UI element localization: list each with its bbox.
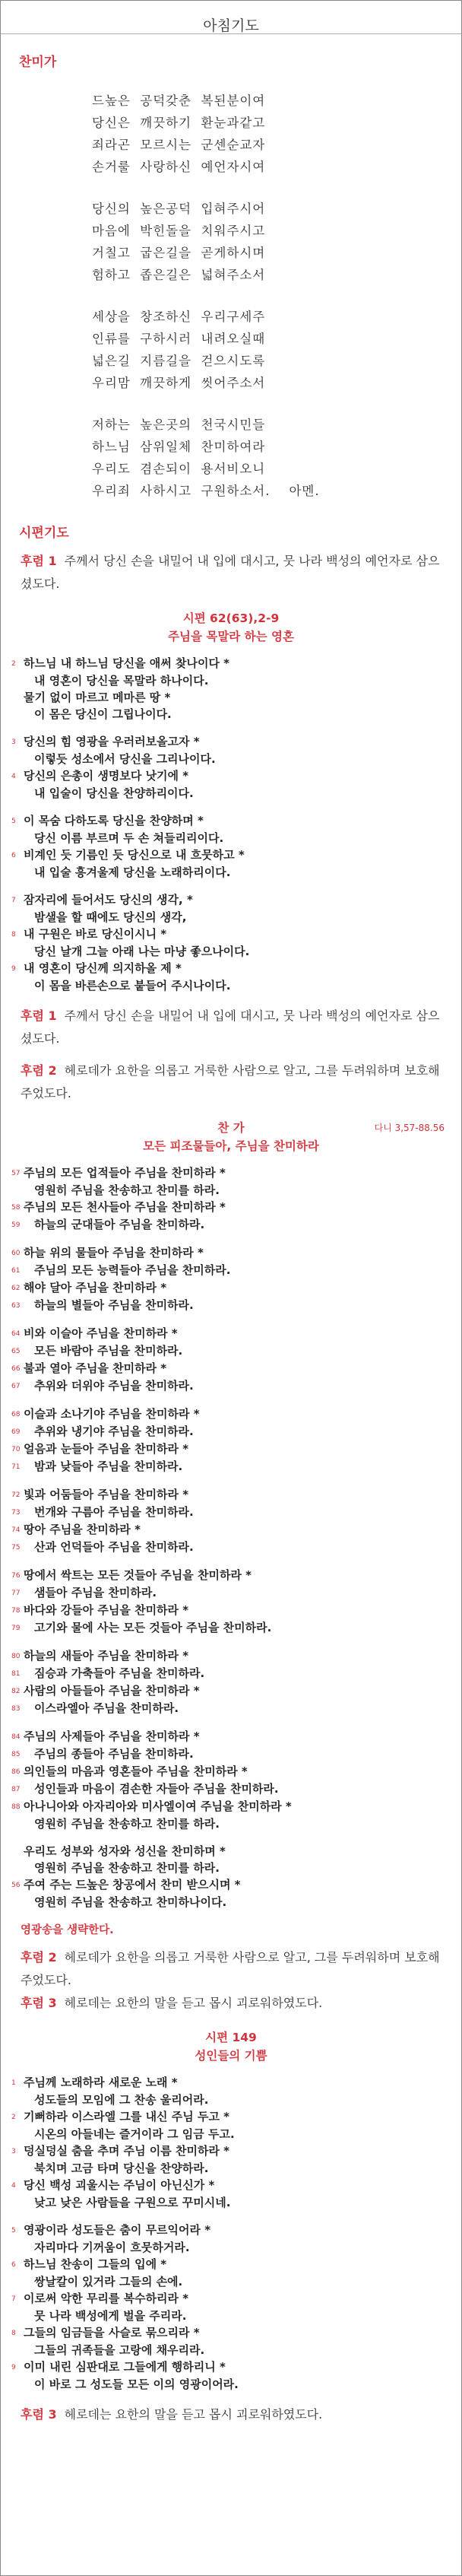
- verse-number: 84: [11, 1733, 21, 1741]
- verse-number: 75: [11, 1544, 21, 1552]
- hymn-line: 우리맘 깨끗하게 씻어주소서: [92, 376, 266, 390]
- verse-text: 당신 백성 괴울시는 주님이 아닌신가 *: [24, 2178, 215, 2192]
- verse-text: 번개와 구름아 주님을 찬미하라.: [34, 1505, 194, 1519]
- verse-number: 6: [11, 852, 16, 859]
- verse-text: 하늘의 새들아 주님을 찬미하라 *: [24, 1649, 189, 1663]
- verse-line: [11, 785, 443, 802]
- verse-line: [11, 943, 443, 960]
- canticle-label: 찬 가: [217, 1121, 245, 1135]
- canticle-ref: 다니 3,57-88.56: [374, 1123, 445, 1133]
- verse-line: [11, 1745, 443, 1763]
- verse-line: [11, 830, 443, 846]
- antiphon-text: 헤로데가 요한을 의롭고 거룩한 사람으로 알고, 그를 두려워하며 보호해 주었도다.: [21, 1950, 440, 1987]
- verse-number: 62: [11, 1285, 21, 1292]
- verse-line: [11, 1342, 443, 1360]
- hymn-stanza: [92, 90, 461, 178]
- verse-number: 69: [11, 1428, 21, 1436]
- verse-text: 비계인 듯 기름인 듯 당신으로 내 흐뭇하고 *: [24, 848, 245, 862]
- verse-text: 주님의 모든 천사들아 주님을 찬미하라 *: [24, 1200, 226, 1214]
- psalm-62-body: [11, 655, 443, 994]
- verse-text: 영광이라 성도들은 춤이 무르익어라 *: [24, 2223, 211, 2237]
- verse-line: [11, 1458, 443, 1475]
- verse-group: [11, 1843, 443, 1911]
- verse-number: 88: [11, 1803, 21, 1811]
- verse-line: [11, 2222, 443, 2239]
- verse-line: [11, 1584, 443, 1602]
- verse-text: 추위와 냉기야 주님을 찬미하라.: [34, 1425, 194, 1438]
- verse-number: 2: [11, 660, 16, 668]
- verse-text: 당신 이름 부르며 두 손 쳐들리리이다.: [34, 831, 224, 845]
- verse-group: [11, 1647, 443, 1717]
- rubric-note: 영광송을 생략한다.: [21, 1924, 114, 1936]
- hymn-line: 우리도 겸손되이 용서비오니: [92, 462, 266, 476]
- hymn-section-title: 찬미가: [19, 55, 57, 70]
- verse-text: 이미 내린 심판대로 그들에게 행하리니 *: [24, 2360, 226, 2374]
- psalm-149-ref: 시편 149: [205, 2031, 257, 2044]
- hymn-line: 하느님 삼위일체 찬미하여라: [92, 440, 266, 454]
- verse-line: [11, 2074, 443, 2092]
- verse-group: [11, 1406, 443, 1475]
- verse-line: [11, 1780, 443, 1798]
- antiphon-2-repeat: [21, 1946, 441, 1992]
- verse-line: [11, 1700, 443, 1717]
- verse-text: 당신 날개 그늘 아래 나는 마냥 좋으나이다.: [34, 945, 250, 958]
- verse-number: 60: [11, 1250, 21, 1257]
- verse-text: 아나니아와 아자리아와 미사엘이여 주님을 찬미하라 *: [24, 1799, 292, 1813]
- verse-number: [11, 2239, 24, 2256]
- psalm-149-title: 성인들의 기쁨: [195, 2049, 267, 2063]
- hymn-stanza: [92, 414, 461, 502]
- verse-number: [11, 909, 24, 926]
- verse-text: 내 영혼이 당신께 의지하올 제 *: [24, 961, 182, 975]
- verse-number: 71: [11, 1463, 21, 1471]
- verse-line: [11, 2194, 443, 2211]
- verse-number: 61: [11, 1267, 21, 1275]
- verse-line: [11, 2177, 443, 2194]
- hymn-line: 드높은 공덕갖춘 복된분이여: [92, 94, 266, 108]
- verse-text: 영원히 주님을 찬송하고 찬미를 하라.: [34, 1183, 220, 1197]
- verse-text: 우리도 성부와 성자와 성신을 찬미하며 *: [24, 1844, 226, 1858]
- verse-text: 해야 달아 주님을 찬미하라 *: [24, 1281, 167, 1294]
- verse-line: [11, 1647, 443, 1665]
- hymn-stanza: [92, 306, 461, 394]
- verse-text: 덩실덩실 춤을 추며 주님 이름 찬미하라 *: [24, 2144, 230, 2158]
- verse-text: 주여 주는 드높은 창공에서 찬미 받으시며 *: [24, 1878, 241, 1892]
- verse-text: 불과 열아 주님을 찬미하라 *: [24, 1361, 167, 1375]
- verse-text: 산과 언덕들아 주님을 찬미하라.: [34, 1540, 194, 1554]
- verse-group: [11, 812, 443, 881]
- verse-line: [11, 1199, 443, 1216]
- psalm-62-ref: 시편 62(63),2-9: [182, 611, 280, 625]
- verse-number: [11, 2273, 24, 2290]
- antiphon-text: 헤로데는 요한의 말을 듣고 몹시 괴로워하였도다.: [64, 2407, 323, 2422]
- verse-text: 내 입술 흥겨울제 당신을 노래하리이다.: [34, 866, 231, 879]
- verse-group: [11, 1486, 443, 1556]
- verse-text: 추위와 더위야 주님을 찬미하라.: [34, 1379, 194, 1393]
- verse-text: 땅아 주님을 찬미하라 *: [24, 1523, 141, 1536]
- verse-group: [11, 2222, 443, 2393]
- hymn-text: [92, 90, 461, 502]
- verse-line: [11, 2256, 443, 2273]
- verse-number: [11, 1894, 24, 1911]
- verse-number: 73: [11, 1509, 21, 1517]
- antiphon-1: [21, 550, 441, 596]
- verse-text: 북치며 고금 타며 당신을 찬양하라.: [34, 2161, 209, 2175]
- verse-line: [11, 2376, 443, 2393]
- hymn-line: 험하고 좁은길은 넓혀주소서: [92, 268, 266, 282]
- verse-group: [11, 1325, 443, 1395]
- verse-number: 5: [11, 2227, 16, 2235]
- verse-number: 81: [11, 1670, 21, 1678]
- verse-text: 밤과 낮들아 주님을 찬미하라.: [34, 1460, 183, 1473]
- verse-line: [11, 909, 443, 926]
- hymn-line: 거칠고 굽은길을 곧게하시며: [92, 246, 266, 260]
- verse-text: 낮고 낮은 사람들을 구원으로 꾸미시네.: [34, 2196, 231, 2209]
- antiphon-text: 주께서 당신 손을 내밀어 내 입에 대시고, 뭇 나라 백성의 예언자로 삼으셨도다.: [21, 1008, 440, 1046]
- verse-text: 이 몸은 당신이 그립나이다.: [34, 707, 172, 721]
- verse-text: 샘들아 주님을 찬미하라.: [34, 1586, 157, 1599]
- verse-number: 86: [11, 1768, 21, 1776]
- verse-line: [11, 977, 443, 994]
- verse-number: 2: [11, 2114, 16, 2121]
- verse-text: 성인들과 마음이 겸손한 자들아 주님을 찬미하라.: [34, 1782, 279, 1796]
- verse-text: 바다와 강들아 주님을 찬미하라 *: [24, 1603, 189, 1617]
- verse-text: 시온의 아들네는 즐거이라 그 임금 두고.: [34, 2127, 235, 2141]
- verse-number: [11, 943, 24, 960]
- verse-line: [11, 846, 443, 864]
- verse-text: 하느님 내 하느님 당신을 애써 찾나이다 *: [24, 656, 230, 670]
- verse-text: 밤샐을 할 때에도 당신의 생각,: [34, 910, 187, 924]
- verse-line: [11, 1602, 443, 1619]
- verse-text: 주님께 노래하라 새로운 노래 *: [24, 2076, 178, 2089]
- verse-text: 사람의 아들들아 주님을 찬미하라 *: [24, 1684, 200, 1698]
- verse-line: [11, 1182, 443, 1199]
- verse-line: [11, 1894, 443, 1911]
- verse-line: [11, 1682, 443, 1700]
- verse-text: 주님의 모든 업적들아 주님을 찬미하라 *: [24, 1166, 226, 1180]
- verse-group: [11, 2074, 443, 2211]
- verse-text: 내 구원은 바로 당신이시니 *: [24, 927, 167, 941]
- hymn-line: 우리죄 사하시고 구원하소서. 아멘.: [92, 484, 320, 498]
- verse-text: 자리마다 기꺼움이 흐뭇하거라.: [34, 2241, 190, 2254]
- verse-group: [11, 655, 443, 723]
- verse-number: 7: [11, 897, 16, 904]
- verse-line: [11, 2358, 443, 2376]
- verse-number: 4: [11, 773, 16, 780]
- verse-text: 그들의 임금들을 사슬로 묶으리라 *: [24, 2326, 200, 2339]
- verse-number: 63: [11, 1302, 21, 1310]
- verse-number: 72: [11, 1491, 21, 1499]
- verse-line: [11, 1406, 443, 1423]
- verse-number: [11, 830, 24, 846]
- antiphon-label: 후렴 2: [21, 1950, 57, 1965]
- verse-line: [11, 1244, 443, 1262]
- verse-group: [11, 1567, 443, 1637]
- antiphon-1-repeat: [21, 1005, 441, 1050]
- verse-line: [11, 1504, 443, 1521]
- verse-line: [11, 1798, 443, 1815]
- verse-number: 67: [11, 1383, 21, 1390]
- verse-line: [11, 2092, 443, 2108]
- verse-text: 이로써 악한 무리를 복수하리라 *: [24, 2292, 189, 2305]
- verse-number: 87: [11, 1786, 21, 1793]
- antiphon-label: 후렴 3: [21, 2407, 57, 2422]
- verse-text: 땅에서 싹트는 모든 것들아 주님을 찬미하라 *: [24, 1568, 252, 1582]
- verse-text: 의인들의 마음과 영혼들아 주님을 찬미하라 *: [24, 1764, 248, 1778]
- antiphon-3-repeat: [21, 2403, 441, 2426]
- verse-number: [11, 2160, 24, 2177]
- verse-number: 4: [11, 2182, 16, 2190]
- hymn-line: 넓은길 지름길을 걷으시도록: [92, 354, 266, 368]
- verse-line: [11, 655, 443, 672]
- verse-line: [11, 1763, 443, 1780]
- verse-text: 당신의 힘 영광을 우러러보올고자 *: [24, 735, 200, 748]
- verse-line: [11, 2126, 443, 2142]
- verse-line: [11, 1619, 443, 1637]
- verse-text: 짐승과 가축들아 주님을 찬미하라.: [34, 1666, 205, 1680]
- verse-number: 59: [11, 1221, 21, 1229]
- verse-number: 78: [11, 1607, 21, 1615]
- antiphon-text: 헤로데가 요한을 의롭고 거룩한 사람으로 알고, 그를 두려워하며 보호해 주었도다.: [21, 1063, 440, 1101]
- verse-line: [11, 2108, 443, 2126]
- verse-line: [11, 2273, 443, 2290]
- canticle-title: 모든 피조물들아, 주님을 찬미하라: [143, 1139, 319, 1153]
- verse-line: [11, 812, 443, 830]
- verse-number: [11, 1843, 24, 1860]
- verse-line: [11, 1423, 443, 1440]
- verse-group: [11, 1728, 443, 1832]
- verse-number: 79: [11, 1625, 21, 1632]
- verse-line: [11, 1665, 443, 1682]
- verse-number: 80: [11, 1653, 21, 1660]
- verse-text: 하늘의 별들아 주님을 찬미하라.: [34, 1298, 194, 1312]
- verse-text: 성도들의 모임에 그 찬송 울리어라.: [34, 2093, 209, 2107]
- verse-number: 82: [11, 1688, 21, 1695]
- verse-number: 74: [11, 1526, 21, 1534]
- verse-number: 1: [11, 2079, 16, 2087]
- verse-line: [11, 2290, 443, 2308]
- verse-text: 이스라엘아 주님을 찬미하라.: [34, 1701, 179, 1715]
- psalm-149-heading: [1, 2028, 461, 2065]
- verse-line: [11, 2239, 443, 2256]
- verse-number: [11, 2342, 24, 2358]
- verse-line: [11, 2324, 443, 2342]
- antiphon-label: 후렴 1: [21, 1008, 57, 1023]
- verse-number: [11, 2126, 24, 2142]
- verse-text: 그들의 귀족들을 고랑에 채우리라.: [34, 2343, 205, 2357]
- verse-line: [11, 1440, 443, 1458]
- verse-line: [11, 1815, 443, 1832]
- verse-number: [11, 2308, 24, 2324]
- hymn-line: 죄라곤 모르시는 군센순교자: [92, 138, 266, 152]
- verse-number: 6: [11, 2261, 16, 2269]
- verse-line: [11, 733, 443, 751]
- verse-line: [11, 2142, 443, 2160]
- verse-line: [11, 2342, 443, 2358]
- verse-number: 9: [11, 965, 16, 973]
- verse-line: [11, 1539, 443, 1556]
- verse-line: [11, 1377, 443, 1395]
- canticle-body: [11, 1164, 443, 1911]
- verse-line: [11, 2308, 443, 2324]
- verse-number: 68: [11, 1411, 21, 1418]
- hymn-line: 당신은 깨끗하기 환눈과같고: [92, 116, 266, 130]
- verse-text: 모든 바람아 주님을 찬미하라.: [34, 1344, 183, 1358]
- verse-number: [11, 2194, 24, 2211]
- verse-number: [11, 864, 24, 881]
- verse-line: [11, 1325, 443, 1342]
- verse-number: 3: [11, 738, 16, 746]
- verse-text: 하느님 찬송이 그들의 입에 *: [24, 2257, 167, 2271]
- psalm-62-title: 주님을 목말라 하는 영혼: [168, 630, 294, 643]
- verse-line: [11, 960, 443, 977]
- verse-number: 66: [11, 1365, 21, 1373]
- verse-line: [11, 1297, 443, 1314]
- verse-line: [11, 1279, 443, 1297]
- verse-number: [11, 977, 24, 994]
- verse-number: 56: [11, 1882, 21, 1889]
- verse-number: [11, 706, 24, 723]
- verse-text: 주님의 종들아 주님을 찬미하라.: [34, 1747, 194, 1761]
- verse-text: 뭇 나라 백성에게 벌을 주리라.: [34, 2309, 187, 2323]
- verse-number: [11, 1182, 24, 1199]
- verse-number: 7: [11, 2295, 16, 2303]
- verse-number: [11, 2092, 24, 2108]
- verse-number: [11, 1815, 24, 1832]
- canticle-heading: [1, 1119, 461, 1155]
- verse-line: [11, 672, 443, 689]
- verse-number: [11, 2376, 24, 2393]
- verse-number: [11, 751, 24, 767]
- verse-text: 이슬과 소나기야 주님을 찬미하라 *: [24, 1407, 200, 1421]
- verse-text: 당신의 은총이 생명보다 낫기에 *: [24, 769, 189, 783]
- verse-line: [11, 1521, 443, 1539]
- verse-text: 비와 이슬아 주님을 찬미하라 *: [24, 1326, 178, 1340]
- hymn-stanza: [92, 198, 461, 286]
- verse-text: 이 바로 그 성도들 모든 이의 영광이어라.: [34, 2377, 239, 2391]
- antiphon-3: [21, 1992, 441, 2015]
- verse-text: 이 목숨 다하도록 당신을 찬양하며 *: [24, 814, 204, 827]
- hymn-line: 손거룰 사랑하신 예언자시여: [92, 160, 266, 174]
- verse-line: [11, 864, 443, 881]
- verse-number: 76: [11, 1572, 21, 1580]
- verse-line: [11, 1486, 443, 1504]
- verse-number: 9: [11, 2364, 16, 2371]
- verse-number: 85: [11, 1751, 21, 1758]
- verse-text: 영원히 주님을 찬송하고 찬미하나이다.: [34, 1895, 227, 1909]
- verse-text: 고기와 물에 사는 모든 것들아 주님을 찬미하라.: [34, 1621, 272, 1634]
- verse-text: 하늘 위의 물들아 주님을 찬미하라 *: [24, 1246, 204, 1259]
- verse-number: [11, 1860, 24, 1876]
- verse-number: [11, 785, 24, 802]
- verse-line: [11, 1262, 443, 1279]
- verse-text: 얼음과 눈들아 주님을 찬미하라 *: [24, 1442, 189, 1456]
- verse-text: 잠자리에 들어서도 당신의 생각, *: [24, 893, 193, 907]
- verse-text: 빛과 어둠들아 주님을 찬미하라 *: [24, 1488, 189, 1501]
- verse-text: 주님의 사제들아 주님을 찬미하라 *: [24, 1730, 200, 1743]
- verse-number: 64: [11, 1330, 21, 1338]
- verse-number: 77: [11, 1590, 21, 1597]
- verse-group: [11, 733, 443, 802]
- antiphon-label: 후렴 2: [21, 1063, 57, 1078]
- verse-text: 하늘의 군대들아 주님을 찬미하라.: [34, 1218, 205, 1231]
- verse-line: [11, 2160, 443, 2177]
- verse-line: [11, 706, 443, 723]
- verse-text: 물기 없이 마르고 메마른 땅 *: [24, 691, 171, 704]
- hymn-line: 당신의 높은공덕 입혀주시어: [92, 202, 266, 216]
- verse-number: [11, 689, 24, 706]
- verse-line: [11, 1860, 443, 1876]
- verse-number: [11, 672, 24, 689]
- verse-line: [11, 751, 443, 767]
- verse-text: 내 영혼이 당신을 목말라 하나이다.: [34, 674, 209, 688]
- hymn-line: 마음에 박힌돌을 치워주시고: [92, 224, 266, 238]
- verse-number: 57: [11, 1170, 21, 1177]
- verse-line: [11, 1164, 443, 1182]
- psalmody-section-title: 시편기도: [19, 526, 69, 541]
- antiphon-text: 주께서 당신 손을 내밀어 내 입에 대시고, 뭇 나라 백성의 예언자로 삼으셨도다.: [21, 554, 440, 591]
- verse-group: [11, 1164, 443, 1234]
- verse-line: [11, 891, 443, 909]
- page-title: 아침기도: [1, 1, 461, 34]
- verse-number: 5: [11, 818, 16, 825]
- verse-text: 기뻐하라 이스라엘 그를 내신 주님 두고 *: [24, 2110, 230, 2123]
- verse-line: [11, 1876, 443, 1894]
- antiphon-text: 헤로데는 요한의 말을 듣고 몹시 괴로워하였도다.: [64, 1996, 323, 2010]
- verse-number: 83: [11, 1705, 21, 1713]
- antiphon-label: 후렴 3: [21, 1996, 57, 2010]
- verse-line: [11, 767, 443, 785]
- verse-text: 주님의 모든 능력들아 주님을 찬미하라.: [34, 1263, 231, 1277]
- verse-number: 8: [11, 931, 16, 939]
- verse-text: 이렇듯 성소에서 당신을 그리나이다.: [34, 752, 216, 766]
- verse-text: 이 몸을 바른손으로 붙들어 주시나이다.: [34, 979, 231, 993]
- hymn-line: 저하는 높은곳의 천국시민들: [92, 418, 266, 432]
- psalm-149-body: [11, 2074, 443, 2393]
- antiphon-2: [21, 1059, 441, 1105]
- verse-line: [11, 1216, 443, 1234]
- verse-line: [11, 689, 443, 706]
- verse-text: 영원히 주님을 찬송하고 찬미를 하라.: [34, 1861, 220, 1875]
- hymn-line: 세상을 창조하신 우리구세주: [92, 310, 266, 324]
- verse-group: [11, 891, 443, 994]
- verse-group: [11, 1244, 443, 1314]
- verse-line: [11, 1843, 443, 1860]
- verse-number: 3: [11, 2148, 16, 2155]
- antiphon-label: 후렴 1: [21, 554, 57, 568]
- verse-line: [11, 1360, 443, 1377]
- verse-number: 70: [11, 1446, 21, 1453]
- verse-line: [11, 926, 443, 943]
- verse-number: 8: [11, 2330, 16, 2337]
- verse-text: 영원히 주님을 찬송하고 찬미를 하라.: [34, 1817, 220, 1831]
- verse-line: [11, 1728, 443, 1745]
- verse-line: [11, 1567, 443, 1584]
- psalm-62-heading: [1, 609, 461, 646]
- verse-number: 65: [11, 1348, 21, 1355]
- verse-text: 내 입술이 당신을 찬양하리이다.: [34, 786, 194, 800]
- verse-text: 쌍날칼이 있거라 그들의 손에.: [34, 2275, 183, 2289]
- hymn-line: 인류를 구하시러 내려오실때: [92, 332, 266, 346]
- verse-number: 58: [11, 1204, 21, 1212]
